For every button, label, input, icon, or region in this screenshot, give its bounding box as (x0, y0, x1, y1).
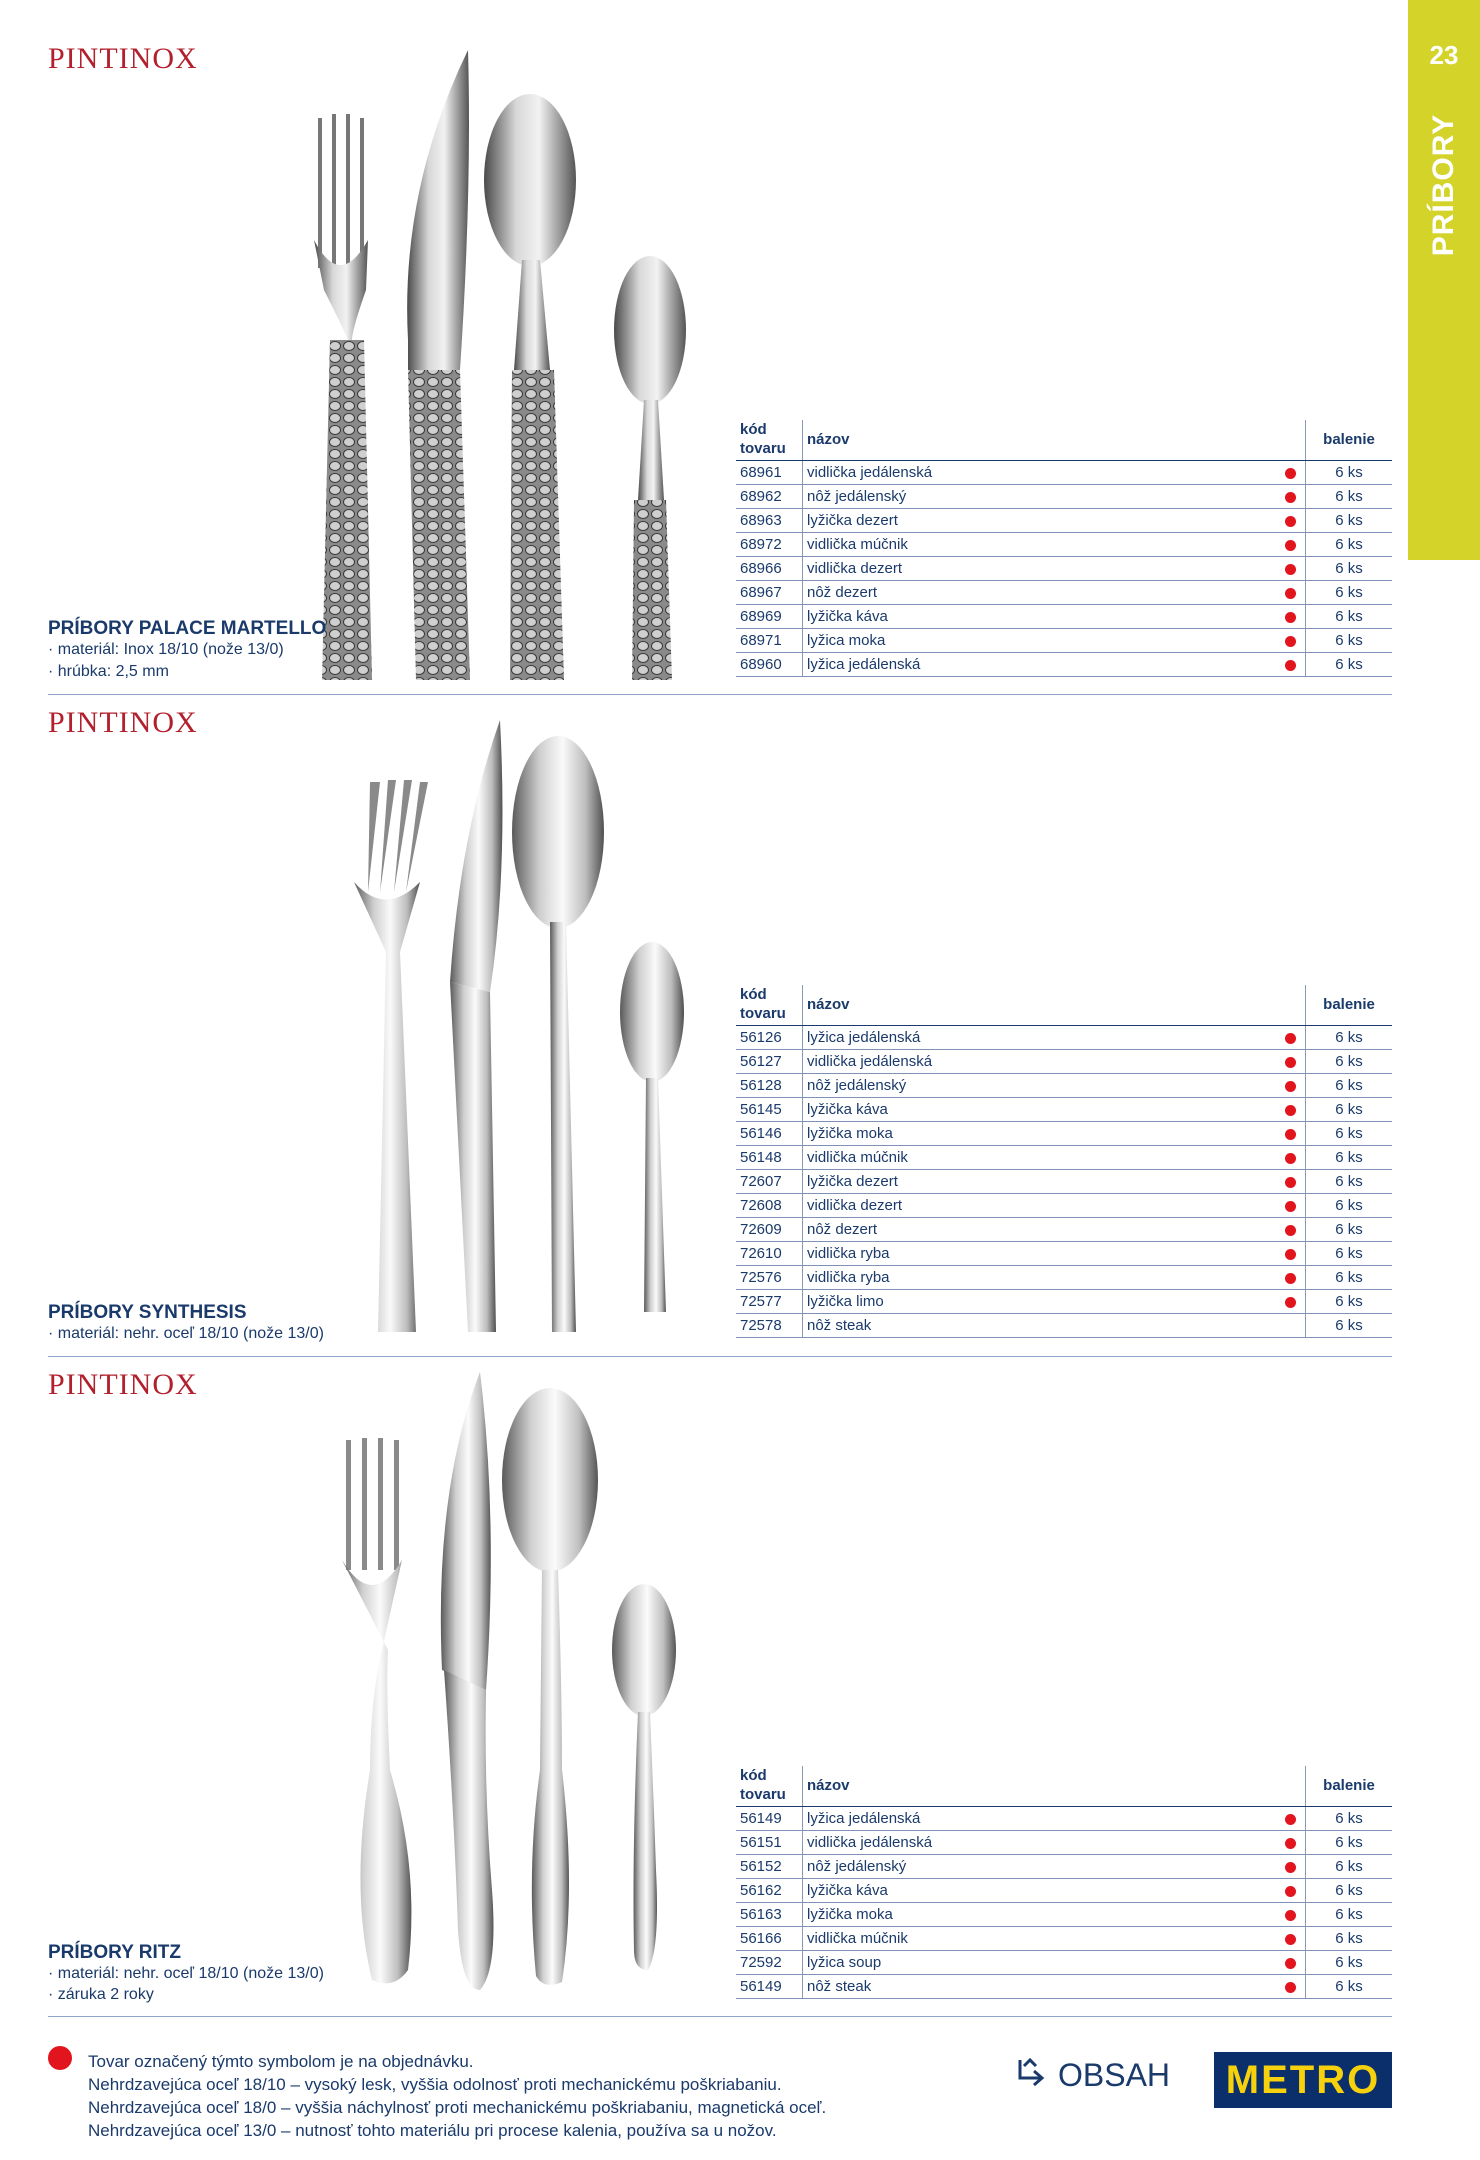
table-row (736, 581, 1392, 605)
cell-order-flag (1275, 605, 1306, 629)
cell-name: vidlička dezert (803, 557, 1276, 581)
table-row (736, 1879, 1392, 1903)
cutlery-image-2 (340, 712, 700, 1342)
cell-order-flag (1275, 581, 1306, 605)
header-code: kód tovaru (736, 420, 803, 461)
order-dot-icon (1285, 1814, 1296, 1825)
cell-order-flag (1275, 1050, 1306, 1074)
cell-name: vidlička múčnik (803, 533, 1276, 557)
cell-order-flag (1275, 1831, 1306, 1855)
page-number: 23 (1429, 40, 1459, 70)
knife-shape (450, 720, 502, 1332)
order-dot-icon (1285, 636, 1296, 647)
cell-pack: 6 ks (1306, 1098, 1393, 1122)
cell-pack: 6 ks (1306, 1927, 1393, 1951)
cell-pack: 6 ks (1306, 1314, 1393, 1338)
cell-code: 72577 (736, 1290, 803, 1314)
cell-pack: 6 ks (1306, 1290, 1393, 1314)
table-body (736, 1807, 1392, 1999)
order-dot-icon (1285, 1033, 1296, 1044)
order-dot-icon (1285, 1249, 1296, 1260)
cell-pack: 6 ks (1306, 461, 1393, 485)
table-row (736, 1903, 1392, 1927)
product-table-1 (736, 420, 1392, 677)
cell-name: nôž steak (803, 1314, 1276, 1338)
cell-code: 68963 (736, 509, 803, 533)
order-dot-icon (1285, 1910, 1296, 1921)
table-row (736, 1074, 1392, 1098)
footer-notes (88, 2050, 826, 2142)
order-dot-icon (1285, 1153, 1296, 1164)
table-row (736, 533, 1392, 557)
spoon-shape (512, 736, 604, 1332)
cell-order-flag (1275, 1975, 1306, 1999)
product-spec: · materiál: Inox 18/10 (nože 13/0) (48, 641, 284, 658)
cell-pack: 6 ks (1306, 485, 1393, 509)
spoon-shape (502, 1388, 598, 1985)
cell-name: nôž jedálenský (803, 1074, 1276, 1098)
cell-pack: 6 ks (1306, 1807, 1393, 1831)
order-dot-icon (1285, 588, 1296, 599)
cell-code: 68967 (736, 581, 803, 605)
header-pack: balenie (1306, 1766, 1393, 1807)
divider (48, 694, 1392, 695)
cell-order-flag (1275, 557, 1306, 581)
cell-code: 56162 (736, 1879, 803, 1903)
cell-name: vidlička dezert (803, 1194, 1276, 1218)
order-dot-icon (1285, 468, 1296, 479)
cell-name: lyžička káva (803, 605, 1276, 629)
cell-code: 68971 (736, 629, 803, 653)
table-row (736, 485, 1392, 509)
table-row (736, 1122, 1392, 1146)
cutlery-image-1 (300, 40, 720, 680)
contents-label: OBSAH (1058, 2056, 1171, 2093)
cell-order-flag (1275, 1879, 1306, 1903)
order-dot-icon (1285, 1297, 1296, 1308)
cell-order-flag (1275, 509, 1306, 533)
cell-name: vidlička ryba (803, 1242, 1276, 1266)
cell-name: lyžička moka (803, 1122, 1276, 1146)
fork-shape (354, 780, 428, 1332)
cell-code: 68962 (736, 485, 803, 509)
order-dot-icon (1285, 564, 1296, 575)
table-row (736, 1218, 1392, 1242)
cell-code: 72592 (736, 1951, 803, 1975)
table-row (736, 557, 1392, 581)
metro-logo (1214, 2052, 1392, 2108)
cell-code: 56126 (736, 1026, 803, 1050)
table-body (736, 461, 1392, 677)
cell-name: lyžica jedálenská (803, 1026, 1276, 1050)
order-dot-icon (1285, 1129, 1296, 1140)
cell-name: lyžička káva (803, 1098, 1276, 1122)
cell-name: nôž steak (803, 1975, 1276, 1999)
brand-text: PINTINOX (48, 42, 198, 75)
cell-order-flag (1275, 629, 1306, 653)
product-title: PRÍBORY PALACE MARTELLO (48, 618, 327, 639)
header-name: názov (803, 1766, 1306, 1807)
footer-note: Nehrdzavejúca oceľ 13/0 – nutnosť tohto materiálu pri procese kalenia, používa sa u nožov. (88, 2121, 777, 2140)
table-row (736, 1194, 1392, 1218)
cell-pack: 6 ks (1306, 1122, 1393, 1146)
cell-order-flag (1275, 653, 1306, 677)
product-title: PRÍBORY SYNTHESIS (48, 1302, 247, 1323)
cell-code: 72608 (736, 1194, 803, 1218)
section-tab (1408, 0, 1480, 560)
table-row (736, 1831, 1392, 1855)
cell-order-flag (1275, 1122, 1306, 1146)
cell-name: lyžička káva (803, 1879, 1276, 1903)
footer-note: Tovar označený týmto symbolom je na objednávku. (88, 2052, 474, 2071)
cell-name: lyžička limo (803, 1290, 1276, 1314)
order-dot-icon (1285, 660, 1296, 671)
header-name: názov (803, 420, 1306, 461)
order-dot-icon (1285, 1201, 1296, 1212)
knife-shape (441, 1372, 494, 1990)
cell-code: 56128 (736, 1074, 803, 1098)
cell-name: lyžica soup (803, 1951, 1276, 1975)
table-row (736, 629, 1392, 653)
cell-name: vidlička múčnik (803, 1927, 1276, 1951)
header-pack: balenie (1306, 985, 1393, 1026)
order-dot-icon (48, 2046, 72, 2070)
cell-pack: 6 ks (1306, 1855, 1393, 1879)
cell-order-flag (1275, 1146, 1306, 1170)
product-spec: · záruka 2 roky (48, 1986, 154, 2003)
header-name: názov (803, 985, 1306, 1026)
table-row (736, 461, 1392, 485)
cell-code: 68961 (736, 461, 803, 485)
cell-order-flag (1275, 1903, 1306, 1927)
product-table-3 (736, 1766, 1392, 1999)
cell-order-flag (1275, 1170, 1306, 1194)
cell-code: 72610 (736, 1242, 803, 1266)
cell-pack: 6 ks (1306, 1266, 1393, 1290)
order-dot-icon (1285, 540, 1296, 551)
fork-shape (342, 1438, 411, 1983)
order-dot-icon (1285, 1934, 1296, 1945)
cell-order-flag (1275, 1314, 1306, 1338)
cell-order-flag (1275, 1266, 1306, 1290)
table-row (736, 1855, 1392, 1879)
cell-code: 68960 (736, 653, 803, 677)
cell-pack: 6 ks (1306, 1879, 1393, 1903)
table-row (736, 1050, 1392, 1074)
cell-name: lyžička dezert (803, 1170, 1276, 1194)
header-code: kód tovaru (736, 1766, 803, 1807)
cell-code: 72578 (736, 1314, 803, 1338)
cell-name: vidlička jedálenská (803, 1050, 1276, 1074)
cell-order-flag (1275, 485, 1306, 509)
table-body (736, 1026, 1392, 1338)
table-row (736, 1314, 1392, 1338)
cell-order-flag (1275, 1807, 1306, 1831)
order-dot-icon (1285, 1838, 1296, 1849)
product-spec: · materiál: nehr. oceľ 18/10 (nože 13/0) (48, 1325, 324, 1342)
cell-code: 56127 (736, 1050, 803, 1074)
cell-name: lyžica moka (803, 629, 1276, 653)
cutlery-image-3 (330, 1370, 690, 2000)
cell-code: 56149 (736, 1807, 803, 1831)
cell-name: nôž dezert (803, 1218, 1276, 1242)
section-label: PRÍBORY (1427, 113, 1460, 257)
cell-name: nôž jedálenský (803, 485, 1276, 509)
cell-pack: 6 ks (1306, 509, 1393, 533)
cell-pack: 6 ks (1306, 581, 1393, 605)
fork-shape (314, 114, 372, 680)
order-dot-icon (1285, 612, 1296, 623)
table-row (736, 1026, 1392, 1050)
teaspoon-shape (612, 1584, 676, 1970)
metro-logo-text: METRO (1225, 2057, 1381, 2102)
cell-pack: 6 ks (1306, 1146, 1393, 1170)
cell-code: 72609 (736, 1218, 803, 1242)
order-dot-icon (1285, 492, 1296, 503)
cell-pack: 6 ks (1306, 653, 1393, 677)
cell-order-flag (1275, 1218, 1306, 1242)
divider (48, 2016, 1392, 2017)
footer-note: Nehrdzavejúca oceľ 18/0 – vyššia náchylnosť proti mechanickému poškriabaniu, magnetická oceľ. (88, 2098, 827, 2117)
cell-code: 56166 (736, 1927, 803, 1951)
cell-name: vidlička ryba (803, 1266, 1276, 1290)
table-row (736, 1975, 1392, 1999)
cell-name: nôž jedálenský (803, 1855, 1276, 1879)
arrow-contents-icon (1014, 2056, 1052, 2094)
cell-order-flag (1275, 1927, 1306, 1951)
order-dot-icon (1285, 1273, 1296, 1284)
product-spec: · materiál: nehr. oceľ 18/10 (nože 13/0) (48, 1965, 324, 1982)
order-dot-icon (1285, 1081, 1296, 1092)
brand-logo-3 (48, 1368, 198, 1402)
contents-link[interactable] (1014, 2056, 1170, 2094)
header-code: kód tovaru (736, 985, 803, 1026)
cell-order-flag (1275, 1242, 1306, 1266)
table-row (736, 653, 1392, 677)
table-row (736, 605, 1392, 629)
cell-pack: 6 ks (1306, 533, 1393, 557)
cell-name: lyžica jedálenská (803, 1807, 1276, 1831)
order-dot-icon (1285, 1105, 1296, 1116)
cell-pack: 6 ks (1306, 1074, 1393, 1098)
cell-pack: 6 ks (1306, 1975, 1393, 1999)
table-row (736, 509, 1392, 533)
divider (48, 1356, 1392, 1357)
cell-pack: 6 ks (1306, 605, 1393, 629)
cell-pack: 6 ks (1306, 629, 1393, 653)
cell-pack: 6 ks (1306, 1218, 1393, 1242)
header-pack: balenie (1306, 420, 1393, 461)
cell-name: lyžica jedálenská (803, 653, 1276, 677)
cell-code: 68966 (736, 557, 803, 581)
cell-order-flag (1275, 1194, 1306, 1218)
cell-order-flag (1275, 1951, 1306, 1975)
cell-code: 72607 (736, 1170, 803, 1194)
table-row (736, 1098, 1392, 1122)
product-table-2 (736, 985, 1392, 1338)
cell-code: 56163 (736, 1903, 803, 1927)
cell-order-flag (1275, 1074, 1306, 1098)
table-row (736, 1927, 1392, 1951)
brand-logo-2 (48, 706, 198, 740)
cell-order-flag (1275, 1855, 1306, 1879)
cell-code: 68972 (736, 533, 803, 557)
cell-pack: 6 ks (1306, 1194, 1393, 1218)
cell-code: 56148 (736, 1146, 803, 1170)
knife-shape (407, 50, 470, 680)
brand-text: PINTINOX (48, 1368, 198, 1401)
product-title: PRÍBORY RITZ (48, 1942, 182, 1963)
cell-pack: 6 ks (1306, 1242, 1393, 1266)
cell-name: lyžička moka (803, 1903, 1276, 1927)
cell-code: 72576 (736, 1266, 803, 1290)
table-row (736, 1170, 1392, 1194)
cell-name: vidlička jedálenská (803, 461, 1276, 485)
cell-pack: 6 ks (1306, 1170, 1393, 1194)
cell-code: 68969 (736, 605, 803, 629)
cell-name: lyžička dezert (803, 509, 1276, 533)
table-row (736, 1290, 1392, 1314)
cell-code: 56145 (736, 1098, 803, 1122)
order-dot-icon (1285, 1958, 1296, 1969)
order-dot-icon (1285, 516, 1296, 527)
spoon-shape (484, 94, 576, 680)
cell-order-flag (1275, 461, 1306, 485)
table-row (736, 1807, 1392, 1831)
cell-pack: 6 ks (1306, 1951, 1393, 1975)
product-spec: · hrúbka: 2,5 mm (48, 663, 169, 680)
cell-code: 56151 (736, 1831, 803, 1855)
order-dot-icon (1285, 1862, 1296, 1873)
cell-pack: 6 ks (1306, 1903, 1393, 1927)
teaspoon-shape (614, 256, 686, 680)
cell-code: 56146 (736, 1122, 803, 1146)
table-row (736, 1951, 1392, 1975)
order-dot-icon (1285, 1982, 1296, 1993)
cell-pack: 6 ks (1306, 1026, 1393, 1050)
footer-note: Nehrdzavejúca oceľ 18/10 – vysoký lesk, vyššia odolnosť proti mechanickému poškriabaniu. (88, 2075, 782, 2094)
order-dot-icon (1285, 1057, 1296, 1068)
table-row (736, 1242, 1392, 1266)
order-dot-icon (1285, 1225, 1296, 1236)
order-dot-icon (1285, 1886, 1296, 1897)
cell-order-flag (1275, 1098, 1306, 1122)
table-row (736, 1266, 1392, 1290)
cell-pack: 6 ks (1306, 1050, 1393, 1074)
brand-logo-1 (48, 42, 198, 76)
cell-pack: 6 ks (1306, 1831, 1393, 1855)
cell-pack: 6 ks (1306, 557, 1393, 581)
order-dot-icon (1285, 1177, 1296, 1188)
cell-code: 56149 (736, 1975, 803, 1999)
cell-code: 56152 (736, 1855, 803, 1879)
table-row (736, 1146, 1392, 1170)
cell-order-flag (1275, 1290, 1306, 1314)
cell-order-flag (1275, 1026, 1306, 1050)
cell-name: vidlička jedálenská (803, 1831, 1276, 1855)
teaspoon-shape (620, 942, 684, 1312)
cell-name: nôž dezert (803, 581, 1276, 605)
cell-name: vidlička múčnik (803, 1146, 1276, 1170)
brand-text: PINTINOX (48, 706, 198, 739)
cell-order-flag (1275, 533, 1306, 557)
